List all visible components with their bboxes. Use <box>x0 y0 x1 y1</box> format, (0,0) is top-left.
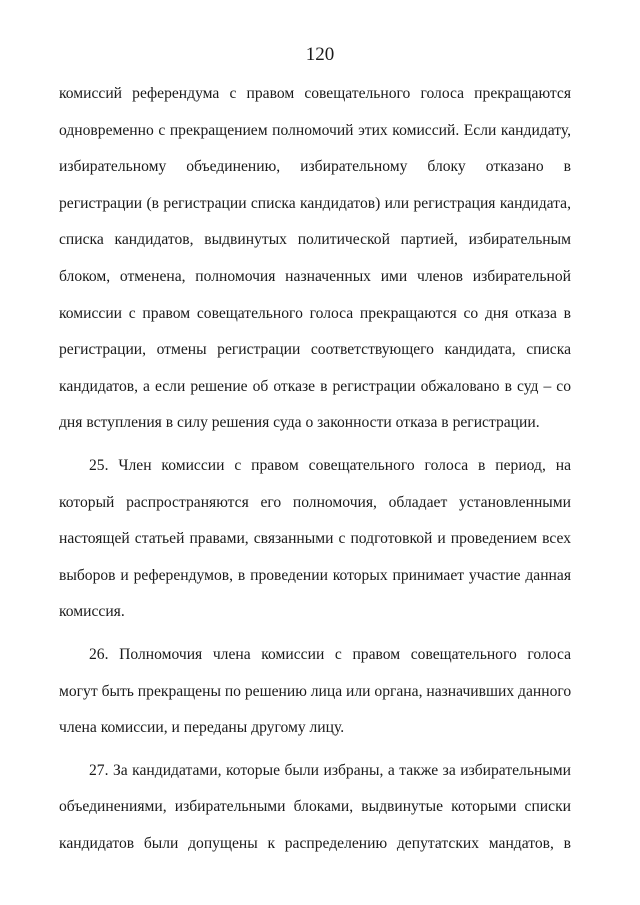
text-line: 26. Полномочия члена комиссии с правом совещательного голоса <box>89 645 571 663</box>
text-line: комиссий референдума с правом совещательного голоса прекращаются <box>59 85 571 102</box>
text-line: могут быть прекращены по решению лица или органа, назначивших данного <box>59 682 572 700</box>
text-line: 25. Член комиссии с правом совещательного голоса в период, на <box>89 456 571 474</box>
paragraph-continuation <box>59 81 571 447</box>
text-line: комиссия. <box>59 603 125 621</box>
page-number: 120 <box>305 44 335 65</box>
text-line: настоящей статьей правами, связанными с подготовкой и проведением всех <box>59 530 571 548</box>
text-line: дня вступления в силу решения суда о законности отказа в регистрации. <box>59 414 540 432</box>
text-line: списка кандидатов, выдвинутых политической партией, избирательным <box>59 231 571 249</box>
text-line: который распространяются его полномочия, обладает установленными <box>59 493 571 511</box>
paragraph-25 <box>59 453 571 636</box>
text-line: регистрации, отмены регистрации соответствующего кандидата, списка <box>59 341 571 359</box>
text-line: комиссии с правом совещательного голоса прекращаются со дня отказа в <box>59 304 571 322</box>
paragraph-26 <box>59 642 571 752</box>
text-line: блоком, отменена, полномочия назначенных ими членов избирательной <box>59 267 571 285</box>
text-line: одновременно с прекращением полномочий этих комиссий. Если кандидату, <box>59 121 571 139</box>
text-line: избирательному объединению, избирательному блоку отказано в <box>59 158 571 176</box>
text-line: кандидатов были допущены к распределению депутатских мандатов, в <box>59 834 571 852</box>
paragraph-27 <box>59 758 571 868</box>
text-line: выборов и референдумов, в проведении которых принимает участие данная <box>59 566 571 584</box>
document-body <box>59 81 571 867</box>
text-line: члена комиссии, и переданы другому лицу. <box>59 719 345 737</box>
text-line: 27. За кандидатами, которые были избраны, а также за избирательными <box>89 761 571 779</box>
text-line: объединениями, избирательными блоками, выдвинутые которыми списки <box>59 798 571 816</box>
text-line: регистрации (в регистрации списка кандидатов) или регистрация кандидата, <box>59 194 571 212</box>
text-line: кандидатов, а если решение об отказе в регистрации обжаловано в суд – со <box>59 377 571 395</box>
